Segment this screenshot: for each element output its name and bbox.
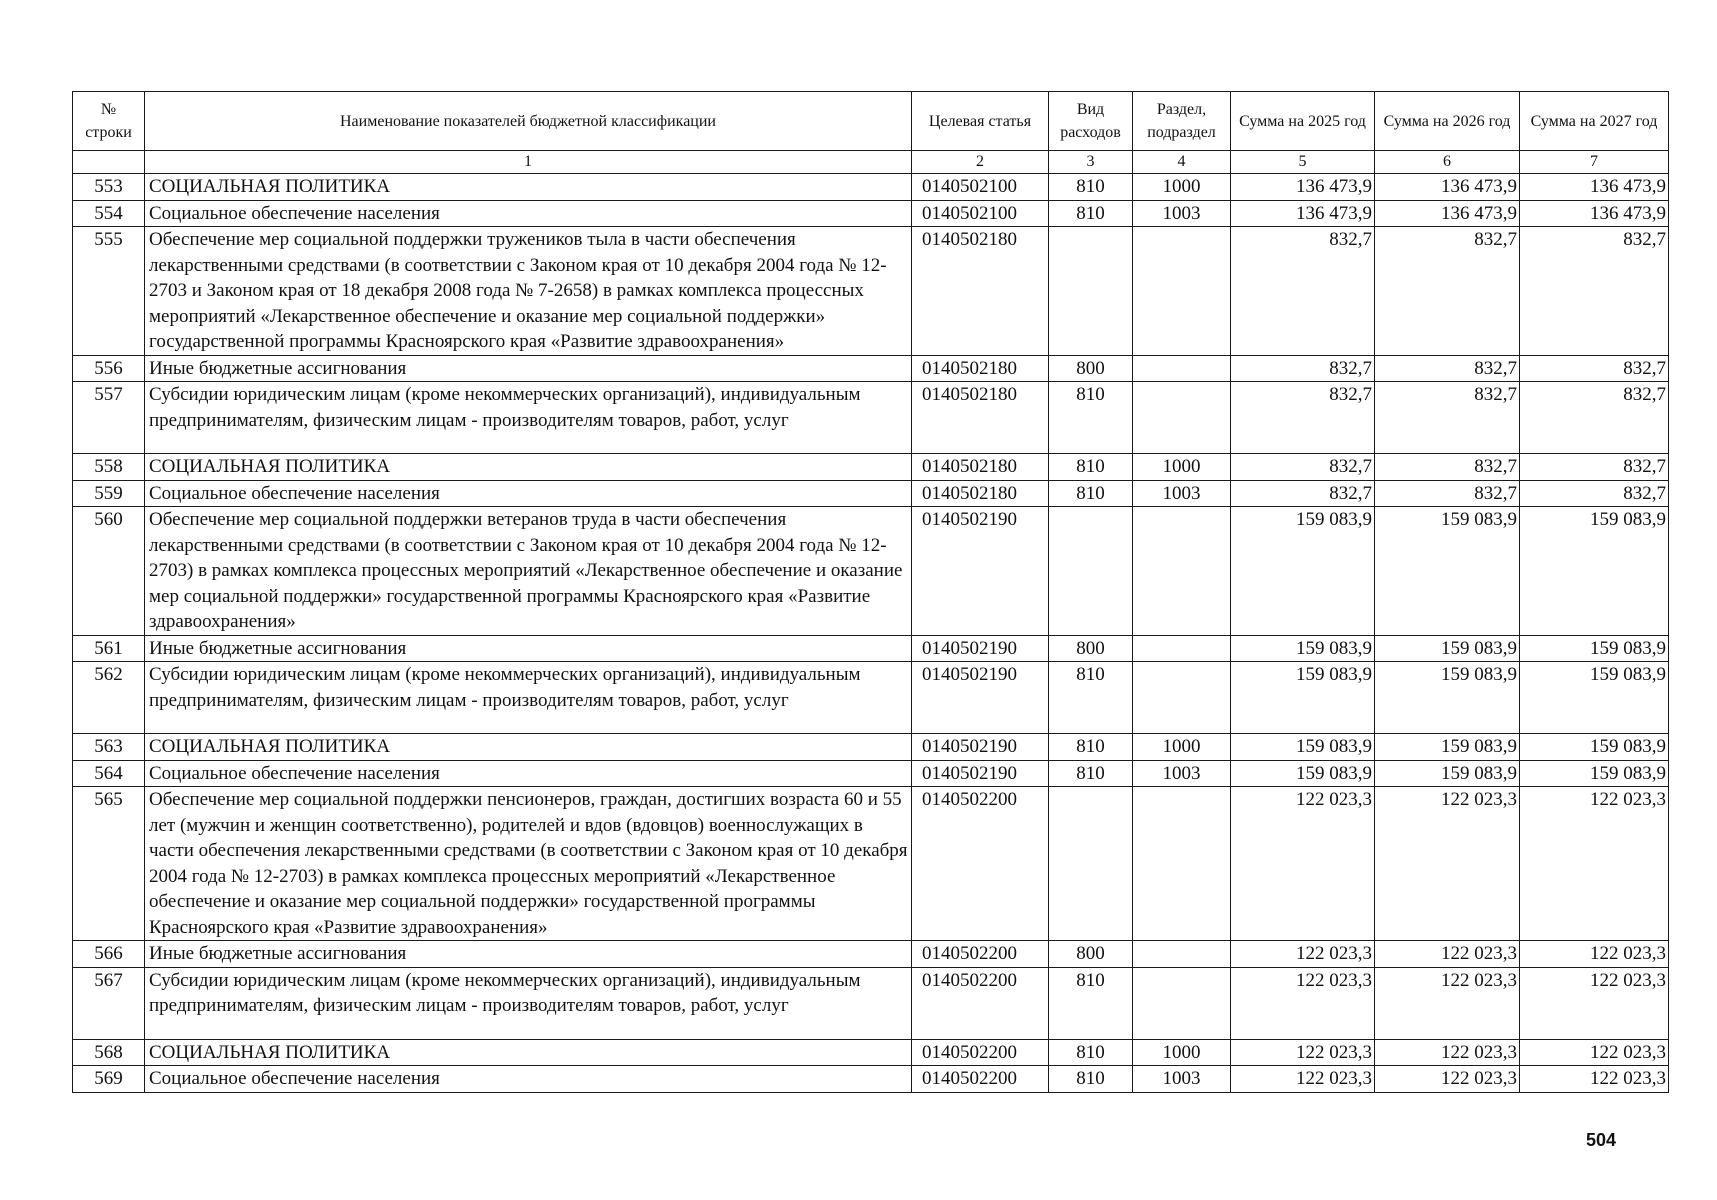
- section-cell: 1000: [1133, 734, 1231, 761]
- expense-type-cell: 810: [1049, 760, 1133, 787]
- row-number-cell: 563: [73, 734, 145, 761]
- header-expense-type: Вид расходов: [1049, 92, 1133, 151]
- column-number: 6: [1375, 151, 1520, 174]
- section-cell: [1133, 507, 1231, 636]
- section-cell: 1003: [1133, 200, 1231, 227]
- header-sum-2025: Сумма на 2025 год: [1231, 92, 1375, 151]
- target-article-cell: 0140502180: [912, 382, 1049, 454]
- sum-2026-cell: 832,7: [1375, 355, 1520, 382]
- sum-2027-cell: 122 023,3: [1520, 1039, 1669, 1066]
- target-article-cell: 0140502180: [912, 355, 1049, 382]
- expense-type-cell: 810: [1049, 382, 1133, 454]
- row-number-cell: 558: [73, 454, 145, 481]
- header-row-number: № строки: [73, 92, 145, 151]
- column-number: 2: [912, 151, 1049, 174]
- section-cell: [1133, 967, 1231, 1039]
- section-cell: 1003: [1133, 480, 1231, 507]
- indicator-name-cell: СОЦИАЛЬНАЯ ПОЛИТИКА: [145, 454, 912, 481]
- sum-2026-cell: 136 473,9: [1375, 200, 1520, 227]
- row-number-cell: 568: [73, 1039, 145, 1066]
- table-row: [73, 480, 1669, 507]
- sum-2027-cell: 159 083,9: [1520, 760, 1669, 787]
- table-row: [73, 1039, 1669, 1066]
- column-number: 1: [145, 151, 912, 174]
- expense-type-cell: [1049, 787, 1133, 941]
- indicator-name-cell: Социальное обеспечение населения: [145, 200, 912, 227]
- sum-2026-cell: 122 023,3: [1375, 967, 1520, 1039]
- indicator-name-cell: Социальное обеспечение населения: [145, 760, 912, 787]
- section-cell: [1133, 787, 1231, 941]
- sum-2027-cell: 159 083,9: [1520, 507, 1669, 636]
- indicator-name-cell: СОЦИАЛЬНАЯ ПОЛИТИКА: [145, 734, 912, 761]
- table-row: [73, 734, 1669, 761]
- row-number-cell: 555: [73, 227, 145, 356]
- sum-2027-cell: 122 023,3: [1520, 787, 1669, 941]
- sum-2025-cell: 832,7: [1231, 454, 1375, 481]
- column-number: 7: [1520, 151, 1669, 174]
- target-article-cell: 0140502200: [912, 1039, 1049, 1066]
- sum-2026-cell: 136 473,9: [1375, 174, 1520, 201]
- table-row: [73, 454, 1669, 481]
- table-row: [73, 382, 1669, 454]
- sum-2025-cell: 159 083,9: [1231, 635, 1375, 662]
- sum-2025-cell: 832,7: [1231, 227, 1375, 356]
- row-number-cell: 554: [73, 200, 145, 227]
- row-number-cell: 569: [73, 1066, 145, 1093]
- table-row: [73, 507, 1669, 636]
- sum-2025-cell: 122 023,3: [1231, 1039, 1375, 1066]
- section-cell: 1000: [1133, 454, 1231, 481]
- expense-type-cell: [1049, 507, 1133, 636]
- table-row: [73, 635, 1669, 662]
- target-article-cell: 0140502190: [912, 635, 1049, 662]
- section-cell: [1133, 941, 1231, 968]
- expense-type-cell: 800: [1049, 941, 1133, 968]
- sum-2026-cell: 159 083,9: [1375, 507, 1520, 636]
- sum-2026-cell: 159 083,9: [1375, 662, 1520, 734]
- sum-2025-cell: 122 023,3: [1231, 787, 1375, 941]
- section-cell: 1000: [1133, 1039, 1231, 1066]
- sum-2026-cell: 832,7: [1375, 382, 1520, 454]
- target-article-cell: 0140502190: [912, 507, 1049, 636]
- table-row: [73, 787, 1669, 941]
- sum-2027-cell: 159 083,9: [1520, 734, 1669, 761]
- target-article-cell: 0140502190: [912, 734, 1049, 761]
- row-number-cell: 557: [73, 382, 145, 454]
- indicator-name-cell: Субсидии юридическим лицам (кроме некоммерческих организаций), индивидуальным предпринимателям, физическим лицам - производителям товаров, работ, услуг: [145, 382, 912, 454]
- table-header: [73, 92, 1669, 174]
- indicator-name-cell: СОЦИАЛЬНАЯ ПОЛИТИКА: [145, 1039, 912, 1066]
- sum-2025-cell: 159 083,9: [1231, 662, 1375, 734]
- sum-2026-cell: 832,7: [1375, 454, 1520, 481]
- expense-type-cell: 810: [1049, 454, 1133, 481]
- sum-2025-cell: 832,7: [1231, 382, 1375, 454]
- sum-2026-cell: 159 083,9: [1375, 760, 1520, 787]
- row-number-cell: 553: [73, 174, 145, 201]
- table-row: [73, 662, 1669, 734]
- expense-type-cell: 810: [1049, 1039, 1133, 1066]
- sum-2027-cell: 832,7: [1520, 382, 1669, 454]
- indicator-name-cell: Иные бюджетные ассигнования: [145, 635, 912, 662]
- sum-2026-cell: 122 023,3: [1375, 1039, 1520, 1066]
- expense-type-cell: 810: [1049, 967, 1133, 1039]
- sum-2027-cell: 122 023,3: [1520, 967, 1669, 1039]
- row-number-cell: 562: [73, 662, 145, 734]
- row-number-cell: 565: [73, 787, 145, 941]
- indicator-name-cell: Обеспечение мер социальной поддержки тружеников тыла в части обеспечения лекарственными средствами (в соответствии с Законом края от 10 декабря 2004 года № 12-2703 и Законом края от 18 декабря 2008 года № 7-2658) в рамках комплекса процессных мероприятий «Лекарственное обеспечение и оказание мер социальной поддержки» государственной программы Красноярского края «Развитие здравоохранения»: [145, 227, 912, 356]
- sum-2025-cell: 136 473,9: [1231, 174, 1375, 201]
- row-number-cell: 567: [73, 967, 145, 1039]
- sum-2027-cell: 832,7: [1520, 454, 1669, 481]
- section-cell: 1000: [1133, 174, 1231, 201]
- sum-2026-cell: 159 083,9: [1375, 635, 1520, 662]
- indicator-name-cell: СОЦИАЛЬНАЯ ПОЛИТИКА: [145, 174, 912, 201]
- header-section: Раздел, подраздел: [1133, 92, 1231, 151]
- target-article-cell: 0140502190: [912, 760, 1049, 787]
- sum-2025-cell: 122 023,3: [1231, 1066, 1375, 1093]
- row-number-cell: 561: [73, 635, 145, 662]
- table-row: [73, 760, 1669, 787]
- table-row: [73, 200, 1669, 227]
- table-row: [73, 355, 1669, 382]
- section-cell: [1133, 662, 1231, 734]
- sum-2026-cell: 122 023,3: [1375, 787, 1520, 941]
- target-article-cell: 0140502200: [912, 787, 1049, 941]
- section-cell: 1003: [1133, 1066, 1231, 1093]
- sum-2025-cell: 832,7: [1231, 355, 1375, 382]
- sum-2025-cell: 159 083,9: [1231, 734, 1375, 761]
- indicator-name-cell: Иные бюджетные ассигнования: [145, 355, 912, 382]
- target-article-cell: 0140502200: [912, 967, 1049, 1039]
- sum-2026-cell: 832,7: [1375, 227, 1520, 356]
- sum-2027-cell: 159 083,9: [1520, 662, 1669, 734]
- section-cell: [1133, 382, 1231, 454]
- expense-type-cell: 810: [1049, 200, 1133, 227]
- indicator-name-cell: Обеспечение мер социальной поддержки пенсионеров, граждан, достигших возраста 60 и 55 лет (мужчин и женщин соответственно), родителей и вдов (вдовцов) военнослужащих в части обеспечения лекарственными средствами (в соответствии с Законом края от 10 декабря 2004 года № 12-2703) в рамках комплекса процессных мероприятий «Лекарственное обеспечение и оказание мер социальной поддержки» государственной программы Красноярского края «Развитие здравоохранения»: [145, 787, 912, 941]
- indicator-name-cell: Субсидии юридическим лицам (кроме некоммерческих организаций), индивидуальным предпринимателям, физическим лицам - производителям товаров, работ, услуг: [145, 967, 912, 1039]
- budget-table: [72, 91, 1669, 1093]
- section-cell: 1003: [1133, 760, 1231, 787]
- sum-2026-cell: 122 023,3: [1375, 941, 1520, 968]
- column-number-row: [73, 151, 1669, 174]
- sum-2025-cell: 136 473,9: [1231, 200, 1375, 227]
- indicator-name-cell: Иные бюджетные ассигнования: [145, 941, 912, 968]
- target-article-cell: 0140502180: [912, 480, 1049, 507]
- row-number-cell: 564: [73, 760, 145, 787]
- row-number-cell: 566: [73, 941, 145, 968]
- sum-2025-cell: 832,7: [1231, 480, 1375, 507]
- section-cell: [1133, 355, 1231, 382]
- sum-2027-cell: 122 023,3: [1520, 941, 1669, 968]
- table-row: [73, 1066, 1669, 1093]
- expense-type-cell: [1049, 227, 1133, 356]
- expense-type-cell: 810: [1049, 1066, 1133, 1093]
- sum-2027-cell: 832,7: [1520, 227, 1669, 356]
- expense-type-cell: 810: [1049, 174, 1133, 201]
- column-number: 5: [1231, 151, 1375, 174]
- section-cell: [1133, 635, 1231, 662]
- target-article-cell: 0140502200: [912, 1066, 1049, 1093]
- expense-type-cell: 800: [1049, 635, 1133, 662]
- indicator-name-cell: Субсидии юридическим лицам (кроме некоммерческих организаций), индивидуальным предпринимателям, физическим лицам - производителям товаров, работ, услуг: [145, 662, 912, 734]
- target-article-cell: 0140502190: [912, 662, 1049, 734]
- header-target-article: Целевая статья: [912, 92, 1049, 151]
- indicator-name-cell: Обеспечение мер социальной поддержки ветеранов труда в части обеспечения лекарственными средствами (в соответствии с Законом края от 10 декабря 2004 года № 12-2703) в рамках комплекса процессных мероприятий «Лекарственное обеспечение и оказание мер социальной поддержки» государственной программы Красноярского края «Развитие здравоохранения»: [145, 507, 912, 636]
- page-number: 504: [1586, 1130, 1617, 1150]
- column-number: 4: [1133, 151, 1231, 174]
- sum-2027-cell: 832,7: [1520, 355, 1669, 382]
- target-article-cell: 0140502180: [912, 227, 1049, 356]
- table-row: [73, 227, 1669, 356]
- sum-2027-cell: 122 023,3: [1520, 1066, 1669, 1093]
- target-article-cell: 0140502200: [912, 941, 1049, 968]
- sum-2027-cell: 136 473,9: [1520, 174, 1669, 201]
- table-row: [73, 941, 1669, 968]
- sum-2027-cell: 159 083,9: [1520, 635, 1669, 662]
- target-article-cell: 0140502100: [912, 200, 1049, 227]
- section-cell: [1133, 227, 1231, 356]
- row-number-cell: 560: [73, 507, 145, 636]
- table-row: [73, 174, 1669, 201]
- sum-2026-cell: 159 083,9: [1375, 734, 1520, 761]
- target-article-cell: 0140502180: [912, 454, 1049, 481]
- table-body: [73, 174, 1669, 1093]
- header-sum-2026: Сумма на 2026 год: [1375, 92, 1520, 151]
- expense-type-cell: 800: [1049, 355, 1133, 382]
- sum-2025-cell: 159 083,9: [1231, 760, 1375, 787]
- sum-2026-cell: 122 023,3: [1375, 1066, 1520, 1093]
- header-sum-2027: Сумма на 2027 год: [1520, 92, 1669, 151]
- column-number: 3: [1049, 151, 1133, 174]
- expense-type-cell: 810: [1049, 480, 1133, 507]
- indicator-name-cell: Социальное обеспечение населения: [145, 1066, 912, 1093]
- target-article-cell: 0140502100: [912, 174, 1049, 201]
- sum-2027-cell: 136 473,9: [1520, 200, 1669, 227]
- column-number-blank: [73, 151, 145, 174]
- row-number-cell: 556: [73, 355, 145, 382]
- sum-2027-cell: 832,7: [1520, 480, 1669, 507]
- expense-type-cell: 810: [1049, 662, 1133, 734]
- expense-type-cell: 810: [1049, 734, 1133, 761]
- row-number-cell: 559: [73, 480, 145, 507]
- header-name: Наименование показателей бюджетной классификации: [145, 92, 912, 151]
- sum-2026-cell: 832,7: [1375, 480, 1520, 507]
- sum-2025-cell: 122 023,3: [1231, 967, 1375, 1039]
- sum-2025-cell: 159 083,9: [1231, 507, 1375, 636]
- indicator-name-cell: Социальное обеспечение населения: [145, 480, 912, 507]
- table-row: [73, 967, 1669, 1039]
- sum-2025-cell: 122 023,3: [1231, 941, 1375, 968]
